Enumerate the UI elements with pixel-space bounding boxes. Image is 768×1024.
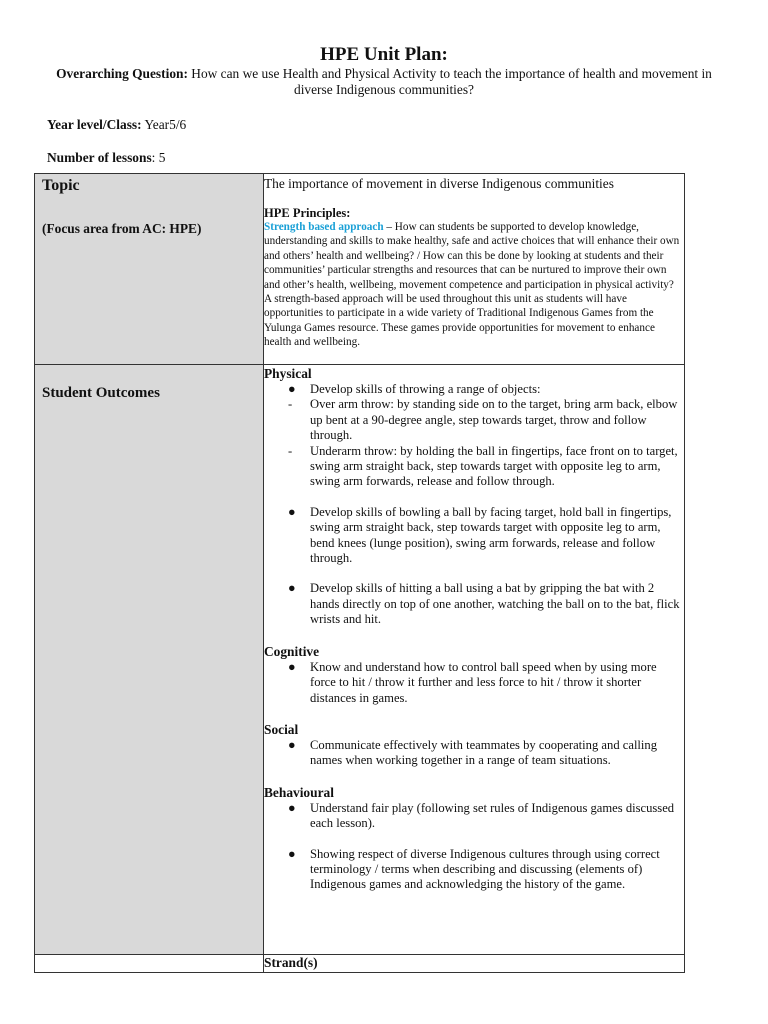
outcomes-content-cell (264, 365, 685, 955)
list-item: - Over arm throw: by standing side on to the target, bring arm back, elbow up bent at a 90-degree angle, step towards target, throw and follow through. (288, 397, 678, 443)
strands-heading: Strand(s) (264, 955, 318, 970)
strands-label-cell (35, 955, 264, 973)
lessons-line (47, 150, 165, 166)
year-level-value: Year5/6 (144, 117, 187, 132)
physical-heading: Physical (264, 366, 312, 381)
list-item: ● Showing respect of diverse Indigenous cultures through using correct terminology / terms when describing and discussing (elements of) Indigenous games and acknowledging the history of the game. (288, 846, 660, 892)
overarching-question (40, 66, 728, 98)
overarching-text: How can we use Health and Physical Activity to teach the importance of health and movement in diverse Indigenous communities? (191, 66, 712, 97)
bullet-icon: ● (288, 382, 296, 396)
list-item: ● Develop skills of throwing a range of objects: (288, 382, 541, 396)
bullet-icon: ● (288, 846, 296, 861)
topic-content-cell (264, 174, 685, 365)
outcomes-label-cell (35, 365, 264, 955)
principles-heading: HPE Principles: (264, 206, 351, 220)
strands-row (35, 955, 685, 973)
outcomes-row (35, 365, 685, 955)
list-item: - Underarm throw: by holding the ball in fingertips, face front on to target, swing arm straight back, step towards target with opposite leg to arm, swing arm forwards, release and follow through. (288, 443, 678, 489)
cognitive-heading: Cognitive (264, 643, 320, 659)
social-heading: Social (264, 721, 299, 737)
behavioural-heading: Behavioural (264, 784, 334, 800)
year-level-line (47, 117, 186, 133)
behavioural-list (264, 801, 684, 893)
list-item: ● Know and understand how to control ball speed when by using more force to hit / throw it further and less force to hit / throw it shorter distances in games. (288, 659, 657, 705)
bullet-icon: ● (288, 581, 296, 596)
bullet-icon: ● (288, 659, 296, 674)
topic-text: The importance of movement in diverse Indigenous communities (264, 176, 614, 191)
list-item: ● Develop skills of hitting a ball using a bat by gripping the bat with 2 hands directly on top of one another, watching the ball on to the bat, flick wrists and hit. (288, 581, 680, 627)
spacer (264, 832, 684, 847)
approach-paragraph: A strength-based approach will be used throughout this unit as students will have opportunities to participate in a wide variety of Traditional Indigenous Games from the Yulunga Games resource. These games provide opportunities for movement to enhance health and wellbeing. (264, 293, 655, 349)
outcomes-heading: Student Outcomes (42, 385, 160, 401)
cognitive-list (264, 660, 684, 706)
strands-content-cell (264, 955, 685, 973)
list-item: ● Develop skills of bowling a ball by facing target, hold ball in fingertips, swing arm straight back, step towards target with opposite leg to arm, bend knees (lunge position), swing arm forwards, release and follow through. (288, 504, 672, 566)
dash-icon: - (288, 443, 293, 458)
bullet-icon: ● (288, 800, 296, 815)
focus-area-label: (Focus area from AC: HPE) (42, 221, 202, 236)
overarching-label: Overarching Question: (56, 66, 188, 81)
unit-plan-table (34, 173, 685, 973)
list-item: ● Communicate effectively with teammates by cooperating and calling names when working together in a range of team situations. (288, 737, 658, 768)
lessons-value: : 5 (151, 150, 166, 165)
strength-paragraph (264, 220, 684, 292)
topic-row (35, 174, 685, 365)
strength-label: Strength based approach (264, 221, 384, 233)
topic-heading: Topic (42, 177, 80, 194)
strength-text: – How can students be supported to develop knowledge, understanding and skills to make healthy, safe and active choices that will enhance their own and others’ health and wellbeing? / How can this be done by looking at students and their communities’ particular strengths and resources that can be nurtured to improve their own and other’s health, wellbeing, movement competence and participation in physical activity? (264, 221, 680, 291)
topic-label-cell (35, 174, 264, 365)
bullet-icon: ● (288, 737, 296, 752)
spacer (264, 490, 684, 505)
bullet-icon: ● (288, 504, 296, 519)
list-item: ● Understand fair play (following set rules of Indigenous games discussed each lesson). (288, 800, 675, 831)
dash-icon: - (288, 397, 293, 412)
physical-list (264, 382, 684, 628)
page-title: HPE Unit Plan: (320, 44, 448, 65)
year-level-label: Year level/Class: (47, 117, 142, 132)
spacer (264, 566, 684, 581)
social-list (264, 738, 684, 769)
lessons-label: Number of lessons (47, 150, 152, 165)
